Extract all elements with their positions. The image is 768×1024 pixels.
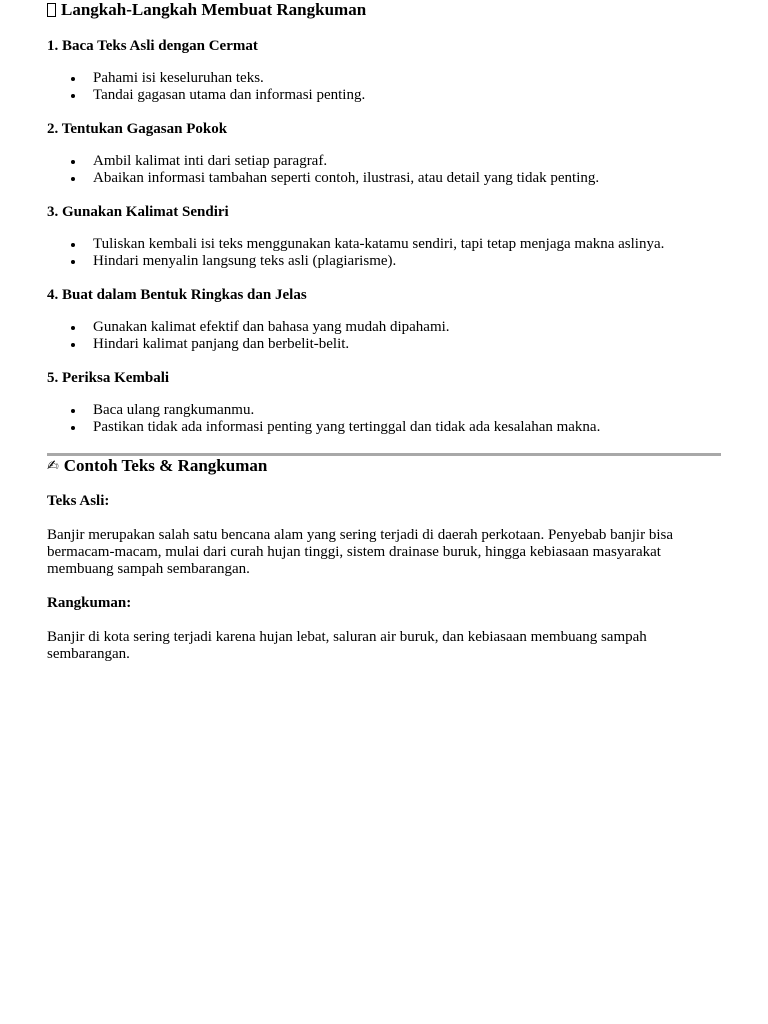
summary-label: Rangkuman:: [47, 595, 132, 611]
section-title-steps-text: Langkah-Langkah Membuat Rangkuman: [61, 0, 367, 19]
writing-hand-icon: ✍: [47, 458, 59, 474]
step-heading-4: 4. Buat dalam Bentuk Ringkas dan Jelas: [47, 287, 307, 303]
missing-glyph-box-icon: [47, 3, 56, 17]
list-item: Ambil kalimat inti dari setiap paragraf.: [93, 153, 721, 170]
step-bullets-3: [47, 236, 721, 270]
original-text-label: Teks Asli:: [47, 493, 110, 509]
step-block-5: [47, 369, 721, 436]
list-item: Tuliskan kembali isi teks menggunakan kata-katamu sendiri, tapi tetap menjaga makna aslinya.: [93, 236, 721, 253]
original-text-paragraph: Banjir merupakan salah satu bencana alam yang sering terjadi di daerah perkotaan. Penyebab banjir bisa bermacam-macam, mulai dari curah hujan tinggi, sistem drainase buruk, hingga kebiasaan masyarakat membuang sampah sembarangan.: [47, 527, 674, 577]
list-item: Hindari kalimat panjang dan berbelit-belit.: [93, 336, 721, 353]
step-block-2: [47, 120, 721, 187]
step-block-3: [47, 203, 721, 270]
step-bullets-2: [47, 153, 721, 187]
step-heading-3: 3. Gunakan Kalimat Sendiri: [47, 204, 229, 220]
document-page: [47, 0, 721, 663]
section-title-example: [47, 456, 721, 476]
list-item: Baca ulang rangkumanmu.: [93, 402, 721, 419]
step-block-1: [47, 37, 721, 104]
list-item: Tandai gagasan utama dan informasi penting.: [93, 87, 721, 104]
step-heading-1: 1. Baca Teks Asli dengan Cermat: [47, 38, 258, 54]
step-block-4: [47, 286, 721, 353]
list-item: Abaikan informasi tambahan seperti contoh, ilustrasi, atau detail yang tidak penting.: [93, 170, 721, 187]
list-item: Pahami isi keseluruhan teks.: [93, 70, 721, 87]
list-item: Hindari menyalin langsung teks asli (plagiarisme).: [93, 253, 721, 270]
step-bullets-1: [47, 70, 721, 104]
section-title-example-text: Contoh Teks & Rangkuman: [63, 456, 268, 475]
step-bullets-4: [47, 319, 721, 353]
list-item: Gunakan kalimat efektif dan bahasa yang mudah dipahami.: [93, 319, 721, 336]
summary-paragraph: Banjir di kota sering terjadi karena hujan lebat, saluran air buruk, dan kebiasaan membuang sampah sembarangan.: [47, 629, 647, 662]
step-heading-2: 2. Tentukan Gagasan Pokok: [47, 121, 228, 137]
list-item: Pastikan tidak ada informasi penting yang tertinggal dan tidak ada kesalahan makna.: [93, 419, 721, 436]
step-bullets-5: [47, 402, 721, 436]
step-heading-5: 5. Periksa Kembali: [47, 370, 170, 386]
section-title-steps: [47, 0, 721, 20]
